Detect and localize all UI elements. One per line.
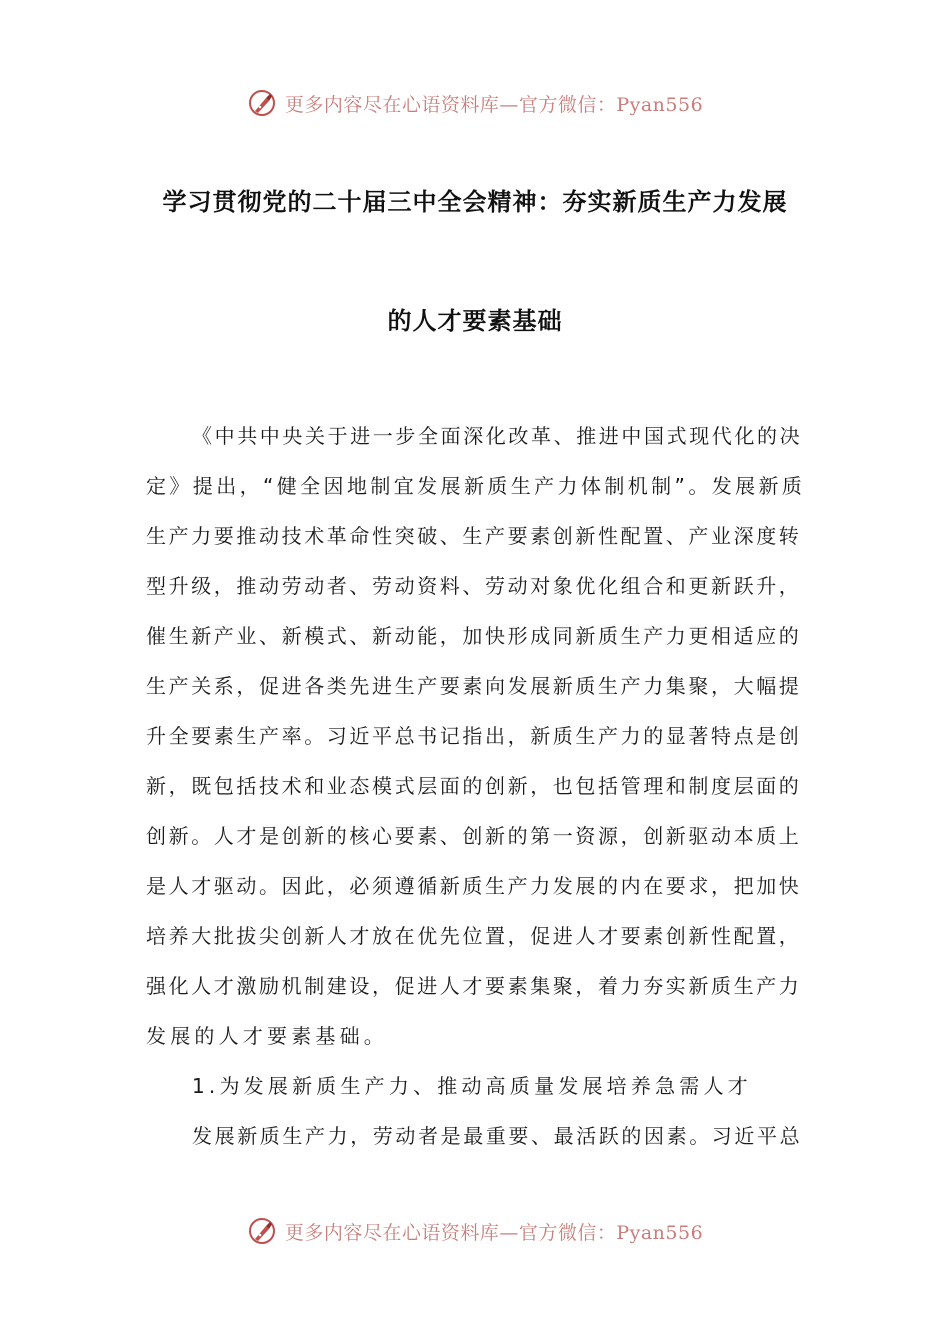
body-line: 发展新质生产力，劳动者是最重要、最活跃的因素。习近平总: [192, 1124, 803, 1148]
body-line: 《中共中央关于进一步全面深化改革、推进中国式现代化的决: [192, 424, 803, 448]
body-line: 创新。人才是创新的核心要素、创新的第一资源，创新驱动本质上: [146, 824, 802, 848]
watermark-text: 更多内容尽在心语资料库—官方微信：Pyan556: [284, 93, 704, 116]
body-line: 生产关系，促进各类先进生产要素向发展新质生产力集聚，大幅提: [146, 674, 802, 698]
page-title-line-1: 学习贯彻党的二十届三中全会精神：夯实新质生产力发展: [162, 188, 788, 216]
body-line: 催生新产业、新模式、新动能，加快形成同新质生产力更相适应的: [146, 624, 802, 648]
section-heading: 1.为发展新质生产力、推动高质量发展培养急需人才: [192, 1074, 752, 1098]
body-line: 升全要素生产率。习近平总书记指出，新质生产力的显著特点是创: [146, 724, 802, 748]
page-title-line-2: 的人才要素基础: [387, 307, 563, 335]
body-line: 强化人才激励机制建设，促进人才要素集聚，着力夯实新质生产力: [146, 974, 802, 998]
watermark-text: 更多内容尽在心语资料库—官方微信：Pyan556: [284, 1221, 704, 1244]
body-line: 生产力要推动技术革命性突破、生产要素创新性配置、产业深度转: [146, 524, 802, 548]
body-line: 培养大批拔尖创新人才放在优先位置，促进人才要素创新性配置，: [146, 924, 802, 948]
body-line: 发展的人才要素基础。: [146, 1024, 388, 1048]
body-line: 定》提出，“健全因地制宜发展新质生产力体制机制”。发展新质: [146, 474, 806, 498]
watermark-banner-top: [0, 83, 950, 123]
body-line: 新，既包括技术和业态模式层面的创新，也包括管理和制度层面的: [146, 774, 802, 798]
body-line: 是人才驱动。因此，必须遵循新质生产力发展的内在要求，把加快: [146, 874, 802, 898]
body-line: 型升级，推动劳动者、劳动资料、劳动对象优化组合和更新跃升，: [146, 574, 802, 598]
watermark-banner-bottom: [0, 1211, 950, 1251]
pen-nib-logo-icon: [247, 88, 277, 118]
pen-nib-logo-icon: [247, 1216, 277, 1246]
